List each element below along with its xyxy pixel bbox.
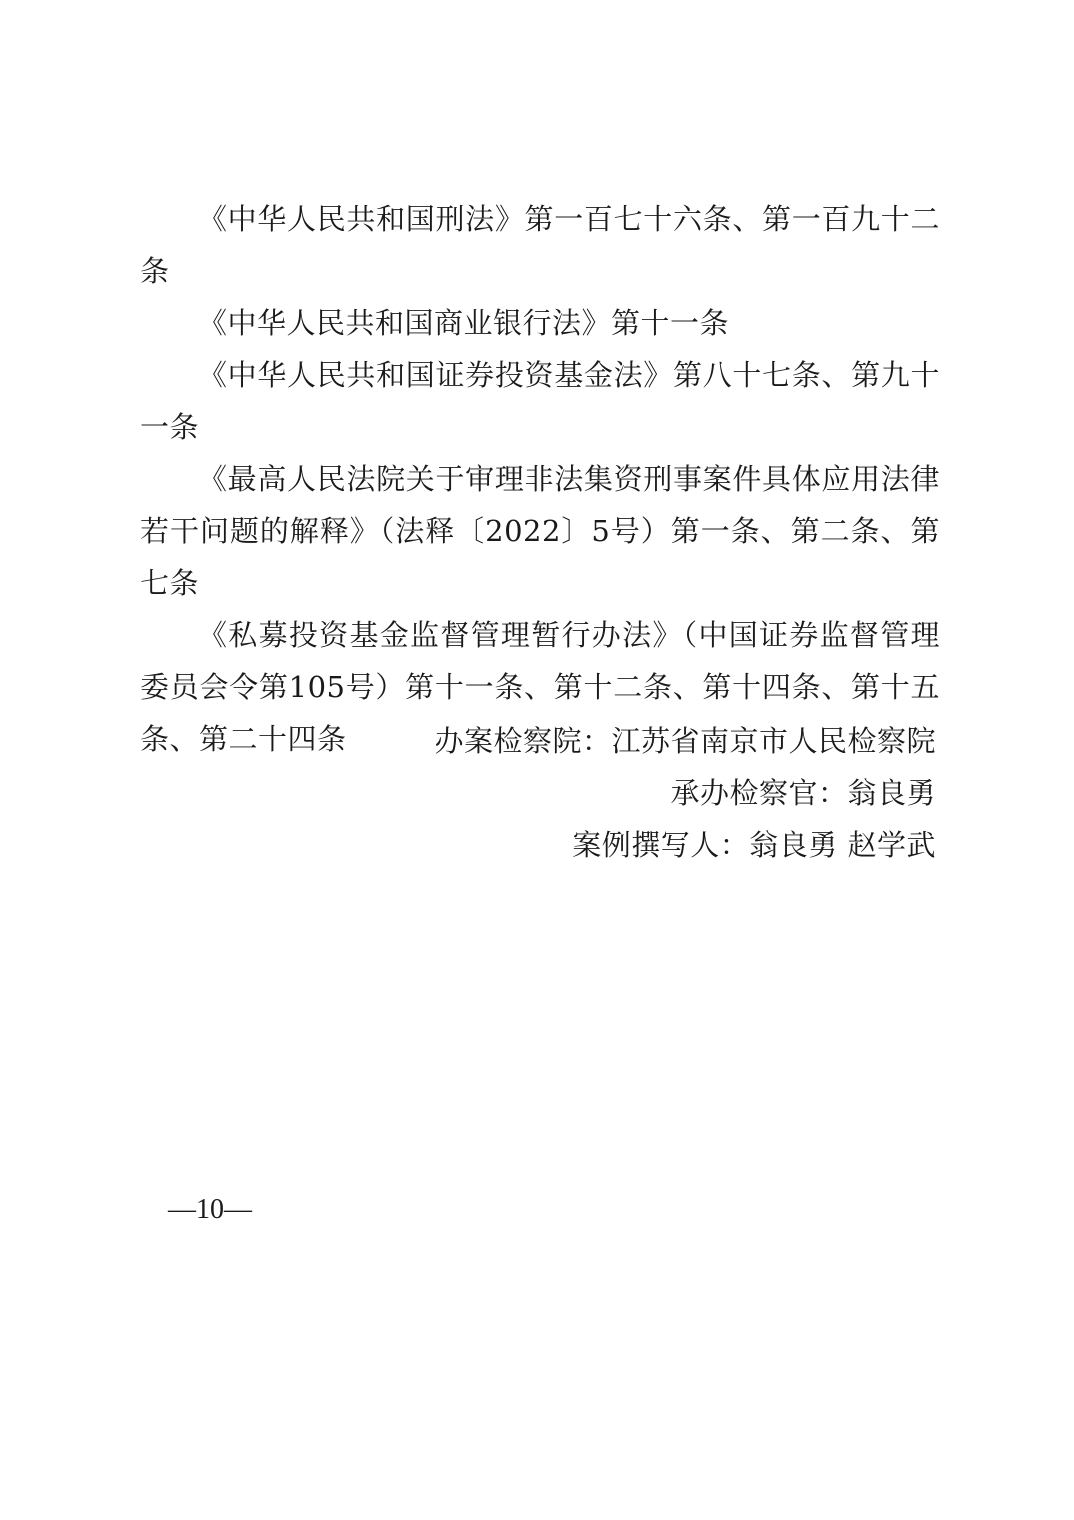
case-signoff (434, 715, 936, 871)
legal-basis-section (140, 193, 940, 765)
legal-basis-item-criminal-law: 《中华人民共和国刑法》第一百七十六条、第一百九十二条 (140, 202, 940, 288)
legal-basis-item-private-fund-measures: 《私募投资基金监督管理暂行办法》（中国证券监督管理委员会令第105号）第十一条、第十二条、第十四条、第十五条、第二十四条 (140, 618, 940, 756)
page-number: —10— (168, 1194, 252, 1225)
legal-basis-item-judicial-interpretation: 《最高人民法院关于审理非法集资刑事案件具体应用法律若干问题的解释》（法释〔2022〕5号）第一条、第二条、第七条 (140, 462, 940, 600)
legal-basis-item-commercial-bank-law: 《中华人民共和国商业银行法》第十一条 (198, 306, 730, 340)
handling-procuratorate: 办案检察院：江苏省南京市人民检察院 (434, 724, 936, 758)
legal-basis-item-securities-fund-law: 《中华人民共和国证券投资基金法》第八十七条、第九十一条 (140, 358, 940, 444)
handling-prosecutor: 承办检察官：翁良勇 (670, 776, 936, 810)
case-writers: 案例撰写人：翁良勇 赵学武 (572, 828, 936, 862)
